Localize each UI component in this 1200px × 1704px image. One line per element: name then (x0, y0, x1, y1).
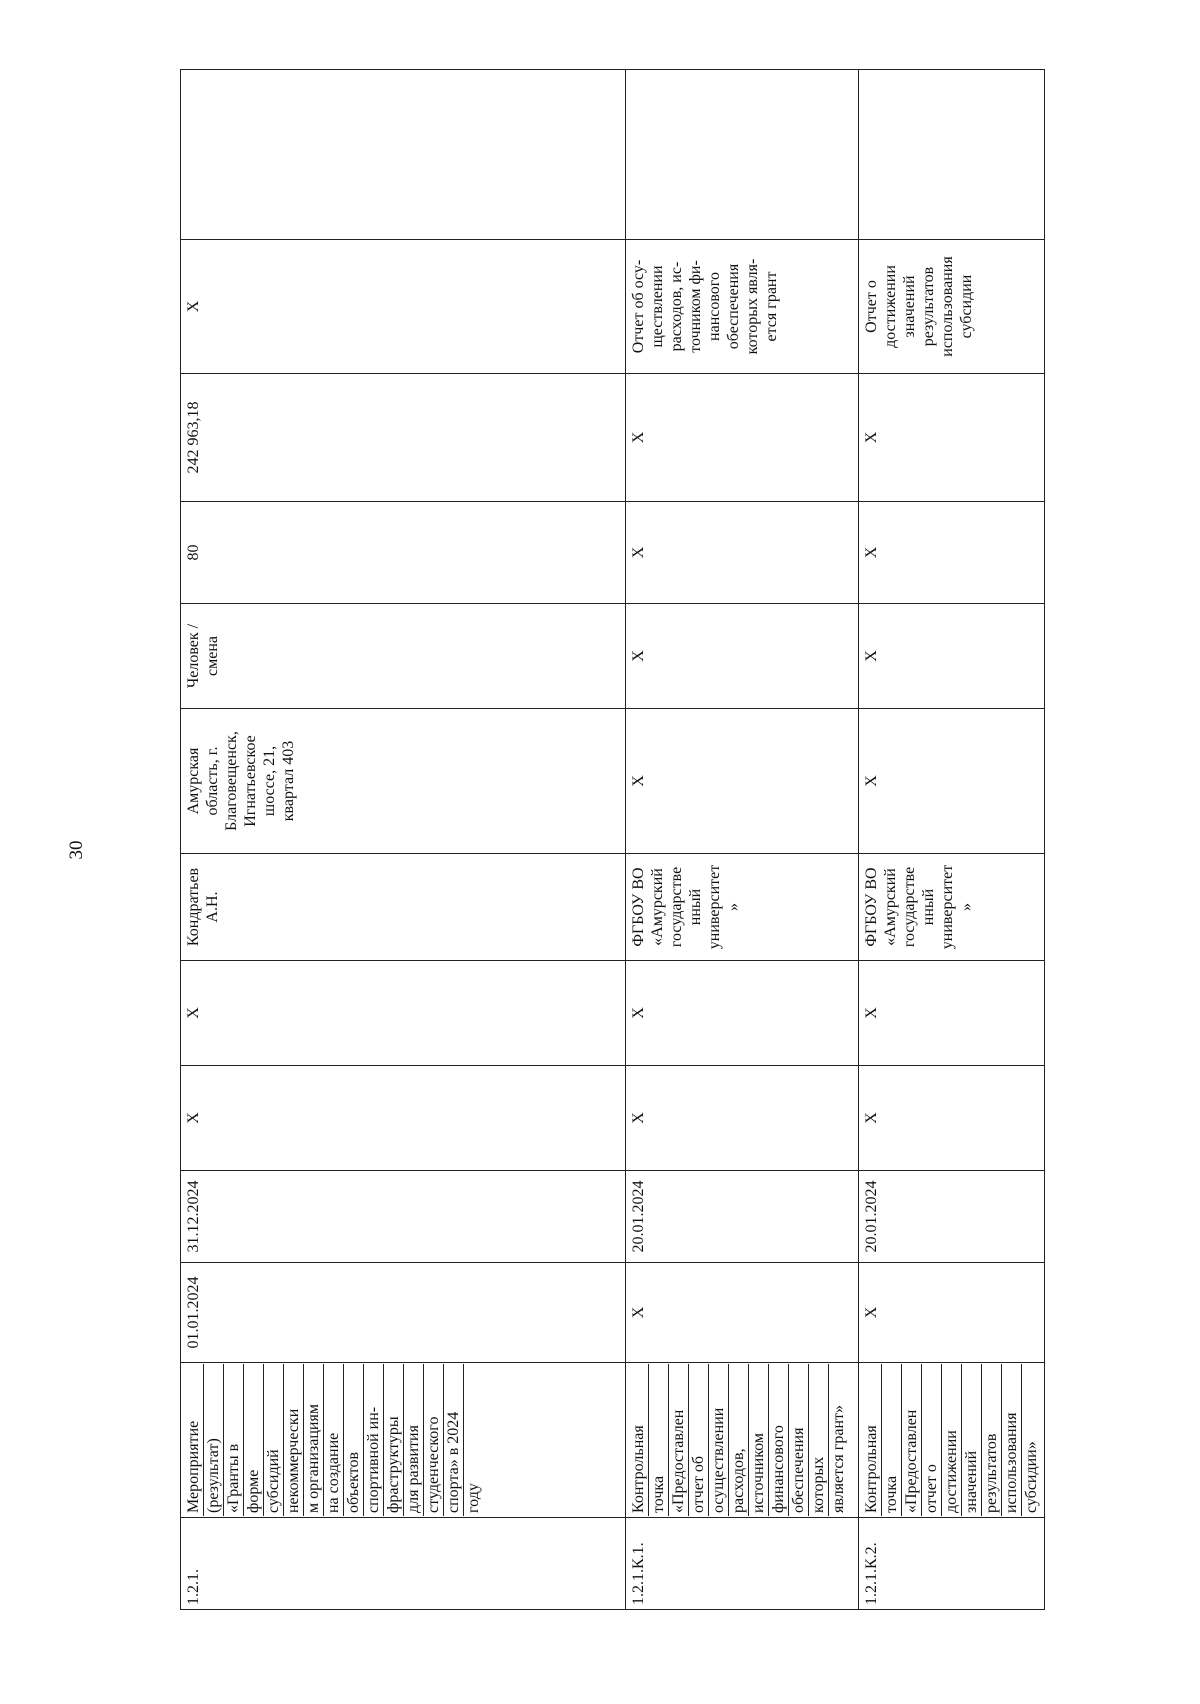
responsible-party: Кондратьев А.Н. (181, 854, 626, 961)
extra-column (626, 70, 859, 240)
report-document: Отчет об осу- ществлении расходов, ис- точником фи- нансового обеспечения которых явля- ется грант (626, 240, 859, 374)
responsible-party: ФГБОУ ВО «Амурский государстве нный университет » (859, 854, 1045, 961)
item-name-line: которых (809, 1364, 829, 1516)
item-name-line: отчет о (922, 1364, 942, 1516)
item-name (626, 1363, 859, 1518)
item-number: 1.2.1. (181, 1518, 626, 1610)
column-5-value: X (181, 1066, 626, 1171)
item-name-line: форме (244, 1364, 264, 1516)
unit-of-measure: Человек / смена (181, 604, 626, 709)
end-date: 31.12.2024 (181, 1171, 626, 1263)
funding-amount: 242 963,18 (181, 374, 626, 502)
plan-table (180, 69, 1045, 1610)
start-date: 01.01.2024 (181, 1263, 626, 1363)
item-name-line: Мероприятие (184, 1364, 204, 1516)
responsible-party: ФГБОУ ВО «Амурский государстве нный университет » (626, 854, 859, 961)
item-name-line: Контрольная (629, 1364, 649, 1516)
item-name-line: осуществлении (709, 1364, 729, 1516)
item-name-line: значений (962, 1364, 982, 1516)
unit-of-measure: X (859, 604, 1045, 709)
column-6-value: X (181, 961, 626, 1066)
column-5-value: X (626, 1066, 859, 1171)
funding-amount: X (626, 374, 859, 502)
end-date: 20.01.2024 (626, 1171, 859, 1263)
item-name-line: отчет об (689, 1364, 709, 1516)
item-name-line: на создание (324, 1364, 344, 1516)
item-name-line: для развития (404, 1364, 424, 1516)
item-name-line: студенческого (424, 1364, 444, 1516)
item-name-line: точка (882, 1364, 902, 1516)
item-name-line: (результат) (204, 1364, 224, 1516)
item-name (181, 1363, 626, 1518)
item-name-line: некоммерчески (284, 1364, 304, 1516)
indicator-value: 80 (181, 502, 626, 604)
item-name-line: точка (649, 1364, 669, 1516)
item-name (859, 1363, 1045, 1518)
report-document: Отчет о достижении значений результатов использования субсидии (859, 240, 1045, 374)
page-number: 30 (66, 840, 87, 860)
item-name-line: Контрольная (862, 1364, 882, 1516)
column-6-value: X (859, 961, 1045, 1066)
item-name-line: году (465, 1483, 482, 1513)
indicator-value: X (626, 502, 859, 604)
item-name-line: является грант» (830, 1404, 847, 1513)
start-date: X (859, 1263, 1045, 1363)
funding-amount: X (859, 374, 1045, 502)
item-name-line: субсидии» (1023, 1441, 1040, 1513)
address: Амурская область, г. Благовещенск, Игнатьевское шоссе, 21, квартал 403 (181, 709, 626, 854)
item-name-line: «Предоставлен (669, 1364, 689, 1516)
address: X (859, 709, 1045, 854)
item-name-line: объектов (344, 1364, 364, 1516)
item-name-line: достижении (942, 1364, 962, 1516)
column-5-value: X (859, 1066, 1045, 1171)
report-document: X (181, 240, 626, 374)
item-name-line: спорта» в 2024 (444, 1364, 464, 1516)
extra-column (859, 70, 1045, 240)
item-name-line: результатов (982, 1364, 1002, 1516)
item-name-line: обеспечения (789, 1364, 809, 1516)
start-date: X (626, 1263, 859, 1363)
unit-of-measure: X (626, 604, 859, 709)
item-name-line: расходов, (729, 1364, 749, 1516)
item-name-line: использования (1002, 1364, 1022, 1516)
item-name-line: источником (749, 1364, 769, 1516)
item-name-line: м организациям (304, 1364, 324, 1516)
table-row (181, 70, 626, 1610)
item-name-line: спортивной ин- (364, 1364, 384, 1516)
address: X (626, 709, 859, 854)
item-name-line: финансового (769, 1364, 789, 1516)
item-number: 1.2.1.К.2. (859, 1518, 1045, 1610)
item-name-line: «Гранты в (224, 1364, 244, 1516)
end-date: 20.01.2024 (859, 1171, 1045, 1263)
item-name-line: «Предоставлен (902, 1364, 922, 1516)
table-row (626, 70, 859, 1610)
item-name-line: фраструктуры (384, 1364, 404, 1516)
extra-column (181, 70, 626, 240)
column-6-value: X (626, 961, 859, 1066)
item-number: 1.2.1.К.1. (626, 1518, 859, 1610)
plan-table-rotated (180, 70, 1038, 1610)
table-row (859, 70, 1045, 1610)
item-name-line: субсидий (264, 1364, 284, 1516)
indicator-value: X (859, 502, 1045, 604)
